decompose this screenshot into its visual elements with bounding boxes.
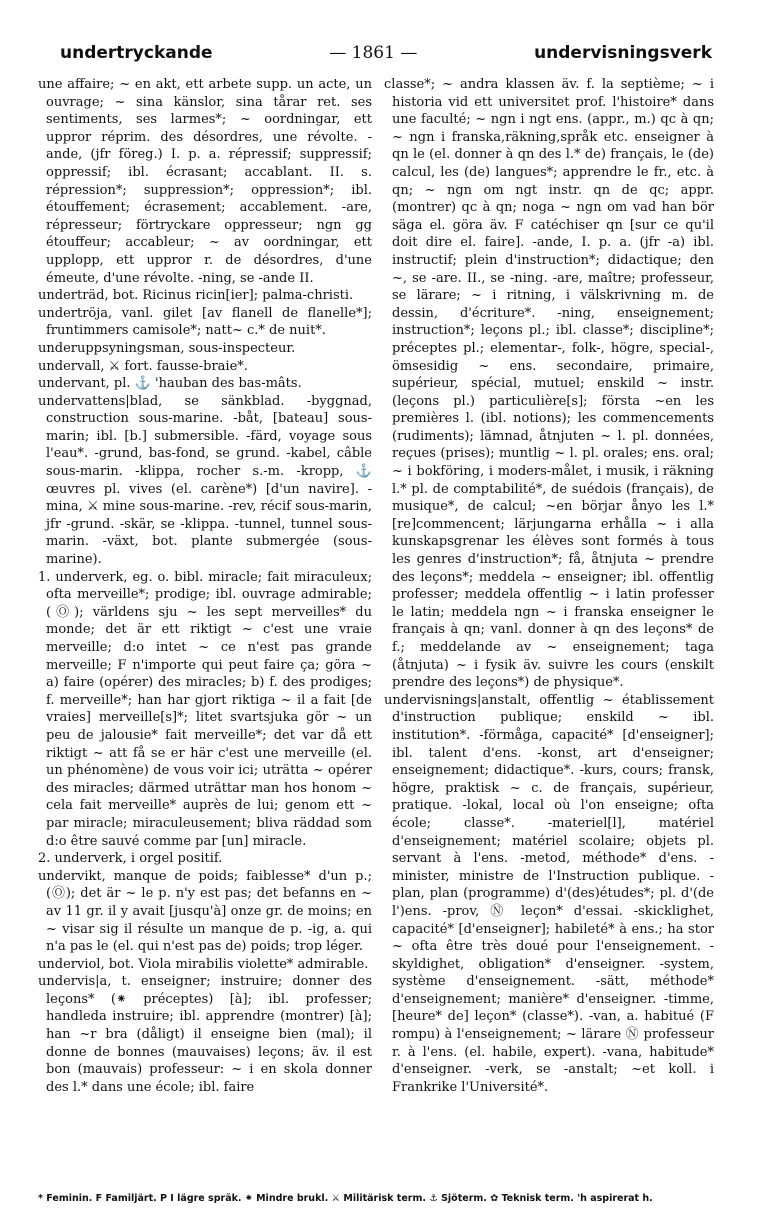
entry-paragraph: undervis|a, t. enseigner; instruire; donner des leçons* (⁕ préceptes) [à]; ibl. professer; handleda instruire; ibl. apprendre (montrer) [à]; han ~r bra (dåligt) il enseigne bien (mal); il donne de bonnes (mauvaises) leçons; äv. il est bon (mauvais) professeur: ~ i en skola donner des l.* dans une école; ibl. faire bbox=[38, 974, 372, 1095]
entry-paragraph: 2. underverk, i orgel positif. bbox=[38, 851, 223, 867]
left-running-head: undertryckande bbox=[60, 43, 213, 63]
entry-paragraph: underuppsyningsman, sous-inspecteur. bbox=[38, 340, 296, 356]
entry-paragraph: une affaire; ~ en akt, ett arbete supp. un acte, un ouvrage; ~ sina känslor, sina tårar ret. ses sentiments, ses larmes*; ~ oordningar, ett uppror réprim. des désordres, une révolte. -ande, (jfr föreg.) I. p. a. répressif; suppressif; oppressif; ibl. écrasant; accablant. II. s. répression*; suppression*; oppression*; ibl. étouffement; écrasement; accablement. -are, répresseur; förtryckare oppresseur; ngn gg étouffeur; accableur; ~ av oordningar, ett upplopp, ett uppror r. de désordres, d'une émeute, d'une révolte. -ning, se -ande II. bbox=[38, 77, 372, 286]
entry-paragraph: undervant, pl. ⚓ 'hauban des bas-mâts. bbox=[38, 376, 302, 392]
abbreviation-legend: * Feminin. F Familjärt. P I lägre språk. ⁕ Mindre brukl. ⚔ Militärisk term. ⚓ Sjöterm. ✿ Teknisk term. 'h aspirerat h. bbox=[38, 1193, 653, 1204]
entry-paragraph: underviol, bot. Viola mirabilis violette* admirable. bbox=[38, 956, 369, 972]
entry-paragraph: underträd, bot. Ricinus ricin[ier]; palma-christi. bbox=[38, 288, 354, 304]
left-column bbox=[38, 76, 372, 1188]
entry-paragraph: undervikt, manque de poids; faiblesse* d'un p.; (Ⓞ); det är ~ le p. n'y est pas; det befanns en ~ av 11 gr. il y avait [jusqu'à] onze gr. de moins; en ~ visar sig il résulte un manque de p. -ig, a. qui n'a pas le (el. qui n'est pas de) poids; trop léger. bbox=[38, 868, 372, 955]
entry-paragraph: undervisnings|anstalt, offentlig ~ établissement d'instruction publique; enskild ~ ibl. institution*. -förmåga, capacité* [d'enseigner]; ibl. talent d'ens. -konst, art d'enseigner; enseignement; didactique*. -kurs, cours; fransk, högre, praktisk ~ c. de français, supérieur, pratique. -lokal, local où l'on enseigne; ofta école; classe*. -materiel[l], matériel d'enseignement; matériel scolaire; objets pl. servant à l'ens. -metod, méthode* d'ens. -minister, ministre de l'Instruction publique. -plan, plan (programme) d'(des)études*; pl. d'(de l')ens. -prov, Ⓝ leçon* d'essai. -skicklighet, capacité* [d'enseigner]; habileté* à ens.; ha stor ~ ofta être très doué pour l'enseignement. -skyldighet, obligation* d'enseigner. -system, système d'enseignement. -sätt, méthode* d'enseignement; manière* d'enseigner. -timme, [heure* de] leçon* (classe*). -van, a. habitué (F rompu) à l'enseignement; ~ lärare Ⓝ professeur r. à l'ens. (el. habile, expert). -vana, habitude* d'enseigner. -verk, se -anstalt; ~et koll. i Frankrike l'Université*. bbox=[384, 692, 714, 1095]
entry-paragraph: undertröja, vanl. gilet [av flanell de flanelle*]; fruntimmers camisole*; natt~ c.* de nuit*. bbox=[38, 305, 372, 339]
entry-paragraph: 1. underverk, eg. o. bibl. miracle; fait miraculeux; ofta merveille*; prodige; ibl. ouvrage admirable; (Ⓞ); världens sju ~ les sept merveilles* du monde; det är ett riktigt ~ c'est une vraie merveille; d:o intet ~ ce n'est pas grande merveille; F n'importe qui peut faire ça; göra ~ a) faire (opérer) des miracles; b) f. des prodiges; f. merveille*; han har gjort riktiga ~ il a fait [de vraies] merveille[s]*; litet svartsjuka gör ~ un peu de jalousie* fait merveille*; det var då ett riktigt ~ att få se er här c'est une merveille (el. un phénomène) de vous voir ici; uträtta ~ opérer des miracles; därmed uträttar man hos honom ~ cela fait merveille* auprès de lui; genom ett ~ par miracle; miraculeusement; bliva räddad som d:o être sauvé comme par [un] miracle. bbox=[38, 569, 372, 849]
page-number: — 1861 — bbox=[329, 43, 418, 63]
entry-paragraph: undervattens|blad, se sänkblad. -byggnad, construction sous-marine. -båt, [bateau] sous-marin; ibl. [b.] submersible. -färd, voyage sous l'eau*. -grund, bas-fond, se grund. -kabel, câble sous-marin. -klippa, rocher s.-m. -kropp, ⚓ œuvres pl. vives (el. carène*) [d'un navire]. -mina, ⚔ mine sous-marine. -rev, récif sous-marin, jfr -grund. -skär, se -klippa. -tunnel, tunnel sous-marin. -växt, bot. plante submergée (sous-marine). bbox=[38, 393, 372, 568]
page-header bbox=[60, 38, 712, 68]
entry-paragraph: undervall, ⚔ fort. fausse-braie*. bbox=[38, 358, 248, 374]
entry-paragraph: classe*; ~ andra klassen äv. f. la septième; ~ i historia vid ett universitet prof. l'histoire* dans une faculté; ~ ngn i ngt ens. (appr., m.) qc à qn; ~ ngn i franska,räkning,språk etc. enseigner à qn le (el. donner à qn des l.* de) français, le (de) calcul, les (de) langues*; apprendre le fr., etc. à qn; ~ ngn om ngt instr. qn de qc; appr. (montrer) qc à qn; noga ~ ngn om vad han bör säga el. göra äv. F catéchiser qn [sur ce qu'il doit dire el. faire]. -ande, I. p. a. (jfr -a) ibl. instructif; plein d'instruction*; didactique; den ~, se -are. II., se -ning. -are, maître; professeur, se lärare; ~ i ritning, i välskrivning m. de dessin, d'écriture*. -ning, enseignement; instruction*; leçons pl.; ibl. classe*; discipline*; préceptes pl.; elementar-, folk-, högre, special-, ömsesidig ~ ens. secondaire, primaire, supérieur, spécial, mutuel; enskild ~ instr. (leçons pl.) particulière[s]; första ~en les premières l. (ibl. notions); les commencements (rudiments); lämnad, åtnjuten ~ l. pl. données, reçues (prises); muntlig ~ l. pl. orales; ens. oral; ~ i bokföring, i moders-målet, i musik, i räkning l.* pl. de comptabilité*, de suédois (français), de musique*, de calcul; ~en börjar ånyo les l.* [re]commencent; lärjungarna erhålla ~ i alla kunskapsgrenar les élèves sont formés à tous les genres d'instruction*; få, åtnjuta ~ prendre des leçons*; meddela ~ enseigner; ibl. offentlig professer; meddela offentlig ~ i latin professer le latin; meddela ngn ~ i franska enseigner le français à qn; vanl. donner à qn des leçons* de f.; meddelande av ~ enseignement; taga (åtnjuta) ~ i fysik äv. suivre les cours (enskilt prendre des leçons*) de physique*. bbox=[384, 77, 714, 691]
right-column bbox=[384, 76, 714, 1188]
right-running-head: undervisningsverk bbox=[534, 43, 712, 63]
